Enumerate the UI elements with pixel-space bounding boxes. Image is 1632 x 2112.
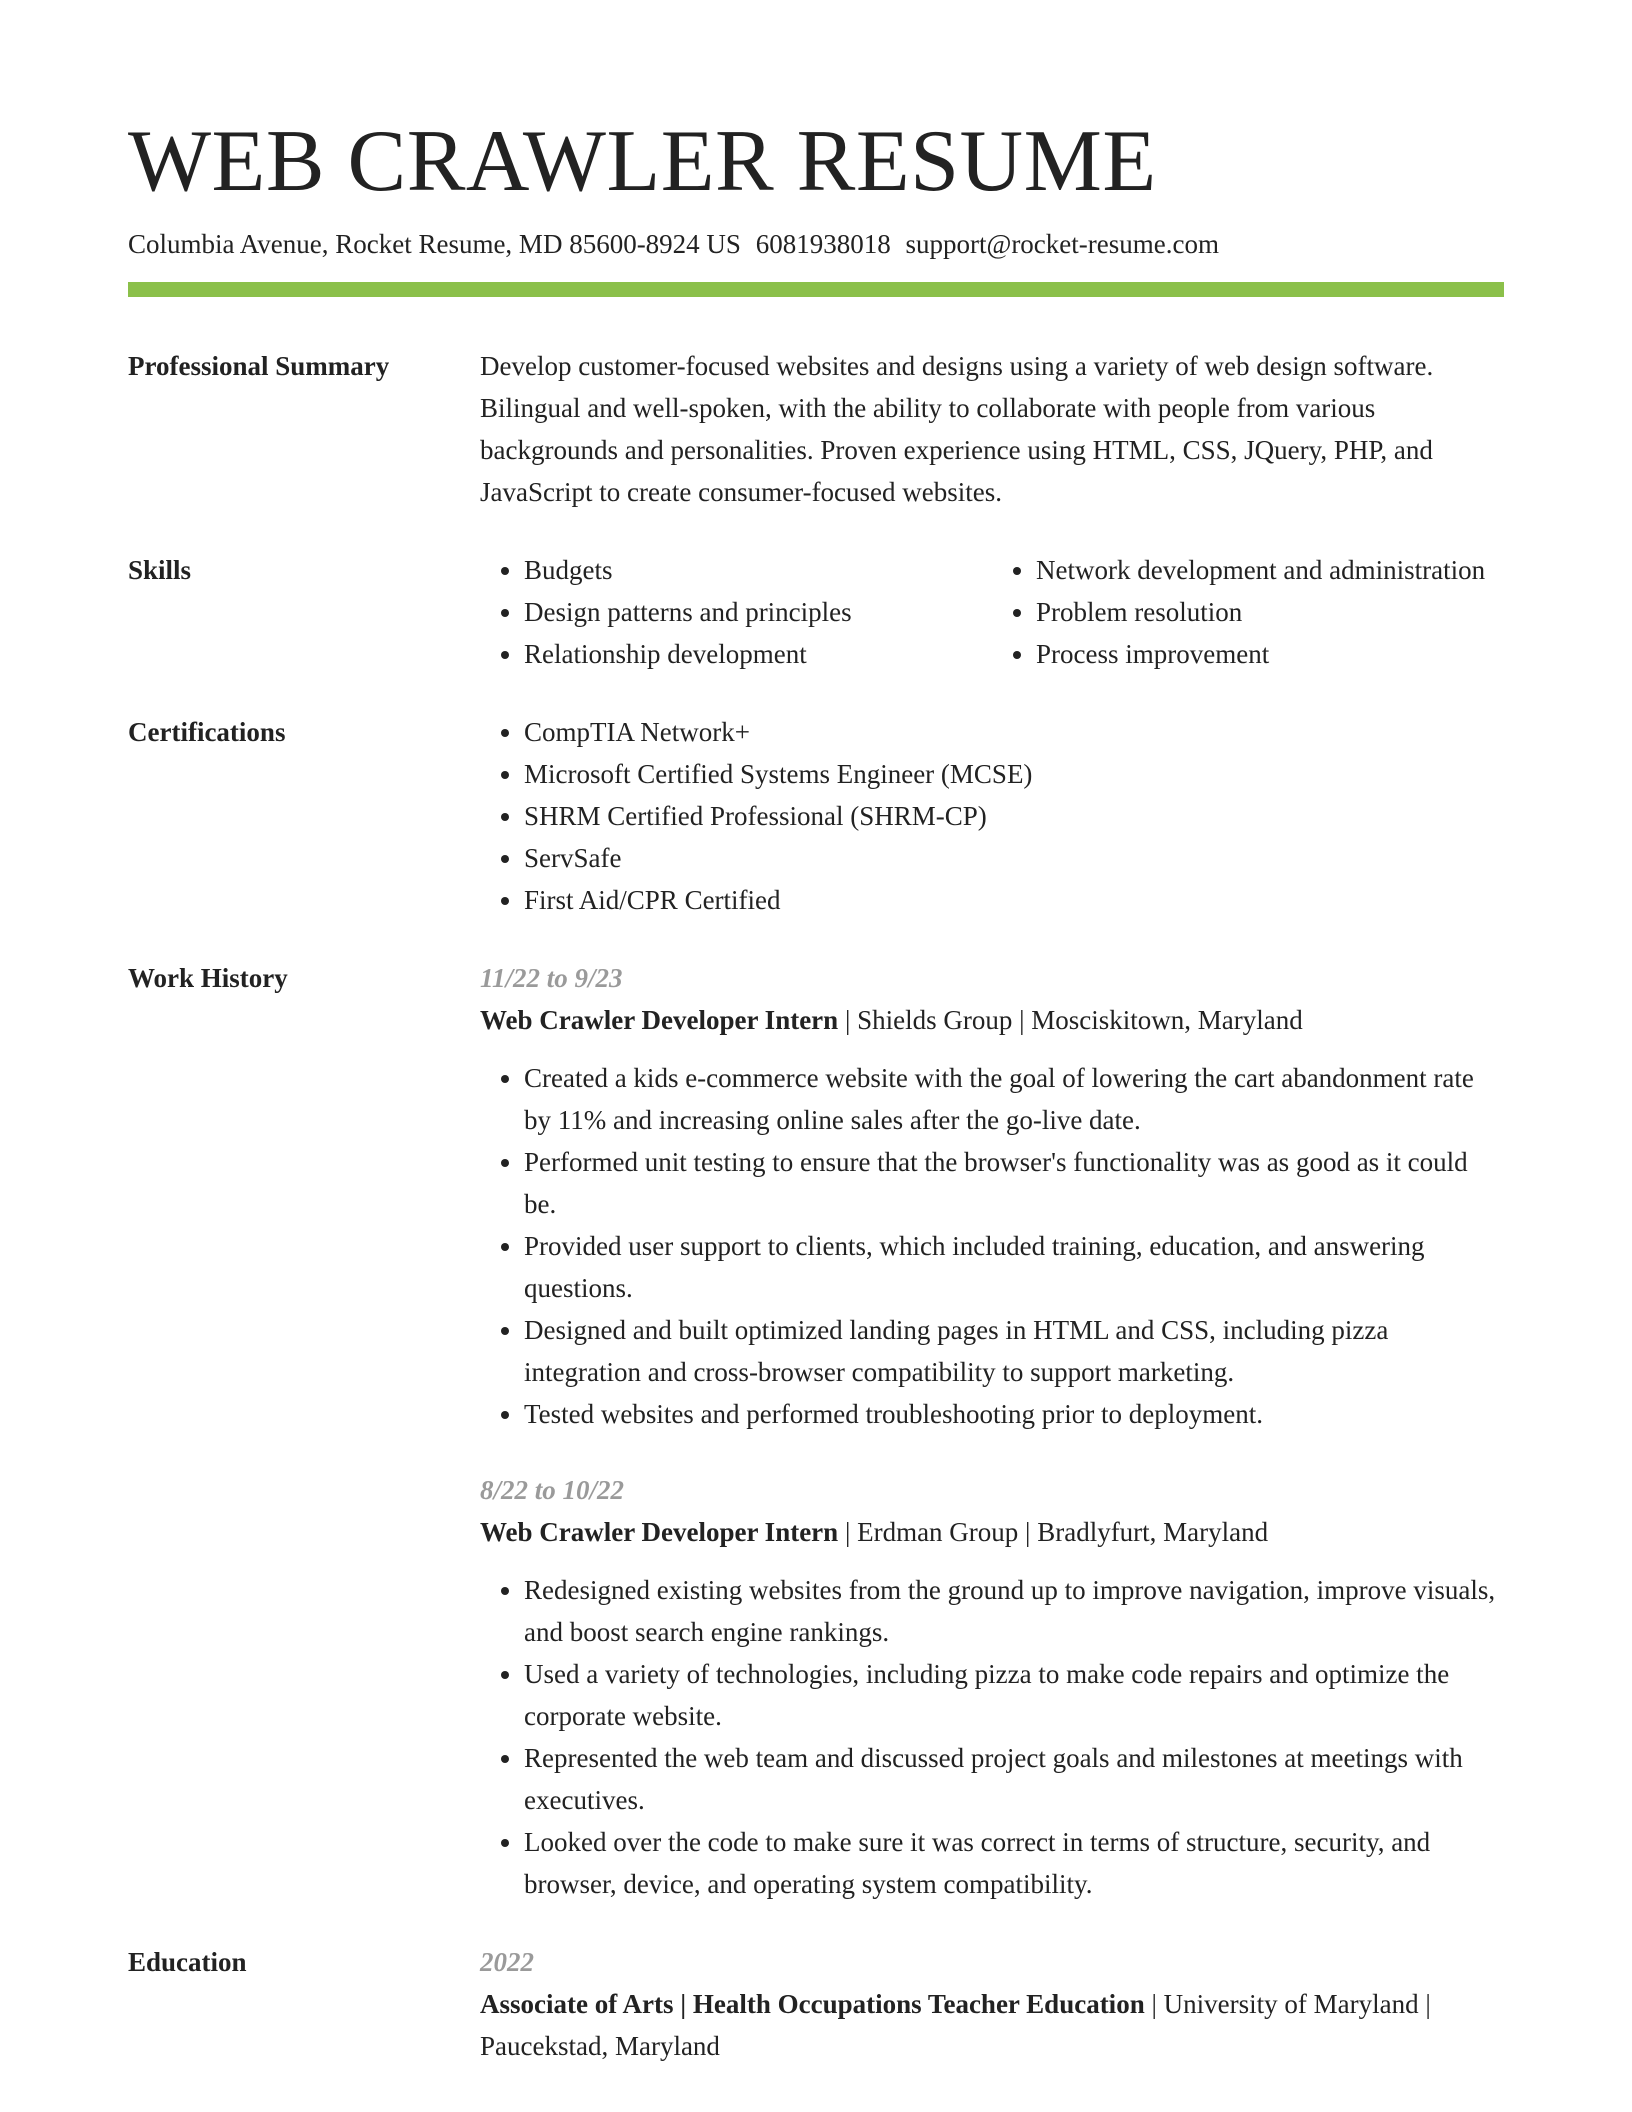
resume-title: WEB CRAWLER RESUME <box>128 113 1157 210</box>
list-item: • Design patterns and principles <box>524 591 992 633</box>
section-label: Education <box>128 1947 247 1978</box>
list-item: • Budgets <box>524 549 992 591</box>
job-dates: 11/22 to 9/23 <box>480 963 623 994</box>
skills-list-right <box>992 549 1504 675</box>
job-heading <box>480 999 1504 1041</box>
job-details: | Shields Group | Mosciskitown, Maryland <box>838 1005 1303 1036</box>
education-heading <box>480 1983 1504 2067</box>
list-item: • First Aid/CPR Certified <box>524 879 1504 921</box>
list-item: • Relationship development <box>524 633 992 675</box>
job-role: Web Crawler Developer Intern <box>480 1005 839 1036</box>
work-history-section <box>128 957 1504 1905</box>
certifications-section <box>128 711 1504 921</box>
certifications-list <box>480 711 1504 921</box>
job-bullets <box>480 1057 1504 1435</box>
skills-section <box>128 549 1504 675</box>
section-label: Certifications <box>128 717 286 748</box>
job-role: Web Crawler Developer Intern <box>480 1517 839 1548</box>
address: Columbia Avenue, Rocket Resume, MD 85600-8924 US <box>128 229 741 259</box>
education-degree: Associate of Arts | Health Occupations Teacher Education <box>480 1989 1145 2020</box>
summary-text: Develop customer-focused websites and designs using a variety of web design software. Bilingual and well-spoken, with the ability to collaborate with people from various backgrounds and personalities. Proven experience using HTML, CSS, JQuery, PHP, and JavaScript to create consumer-focused websites. <box>480 351 1434 508</box>
education-section <box>128 1941 1504 2067</box>
summary-section <box>128 345 1504 513</box>
list-item: • Represented the web team and discussed project goals and milestones at meetings with executives. <box>524 1737 1504 1821</box>
skills-list-left <box>480 549 992 675</box>
list-item: • Microsoft Certified Systems Engineer (MCSE) <box>524 753 1504 795</box>
email: support@rocket-resume.com <box>905 229 1219 259</box>
list-item: • Tested websites and performed troubleshooting prior to deployment. <box>524 1393 1504 1435</box>
list-item: • Problem resolution <box>1036 591 1504 633</box>
job-heading <box>480 1511 1504 1553</box>
list-item: • Created a kids e-commerce website with the goal of lowering the cart abandonment rate by 11% and increasing online sales after the go-live date. <box>524 1057 1504 1141</box>
list-item: • Process improvement <box>1036 633 1504 675</box>
list-item: • Redesigned existing websites from the ground up to improve navigation, improve visuals, and boost search engine rankings. <box>524 1569 1504 1653</box>
contact-line <box>128 228 1504 260</box>
accent-divider <box>128 282 1504 297</box>
job-bullets <box>480 1569 1504 1905</box>
job-details: | Erdman Group | Bradlyfurt, Maryland <box>838 1517 1269 1548</box>
list-item: • Looked over the code to make sure it was correct in terms of structure, security, and browser, device, and operating system compatibility. <box>524 1821 1504 1905</box>
list-item: • SHRM Certified Professional (SHRM-CP) <box>524 795 1504 837</box>
section-label: Professional Summary <box>128 351 390 382</box>
list-item: • Used a variety of technologies, including pizza to make code repairs and optimize the corporate website. <box>524 1653 1504 1737</box>
job-entry <box>480 957 1504 1435</box>
job-entry <box>480 1469 1504 1905</box>
list-item: • Provided user support to clients, which included training, education, and answering questions. <box>524 1225 1504 1309</box>
section-label: Work History <box>128 963 288 994</box>
phone: 6081938018 <box>755 229 891 259</box>
list-item: • CompTIA Network+ <box>524 711 1504 753</box>
section-label: Skills <box>128 555 192 586</box>
list-item: • Network development and administration <box>1036 549 1504 591</box>
education-details: | University of Maryland | Paucekstad, Maryland <box>480 1989 1431 2062</box>
list-item: • Performed unit testing to ensure that the browser's functionality was as good as it could be. <box>524 1141 1504 1225</box>
list-item: • ServSafe <box>524 837 1504 879</box>
education-year: 2022 <box>480 1947 534 1978</box>
job-dates: 8/22 to 10/22 <box>480 1475 625 1506</box>
list-item: • Designed and built optimized landing pages in HTML and CSS, including pizza integration and cross-browser compatibility to support marketing. <box>524 1309 1504 1393</box>
